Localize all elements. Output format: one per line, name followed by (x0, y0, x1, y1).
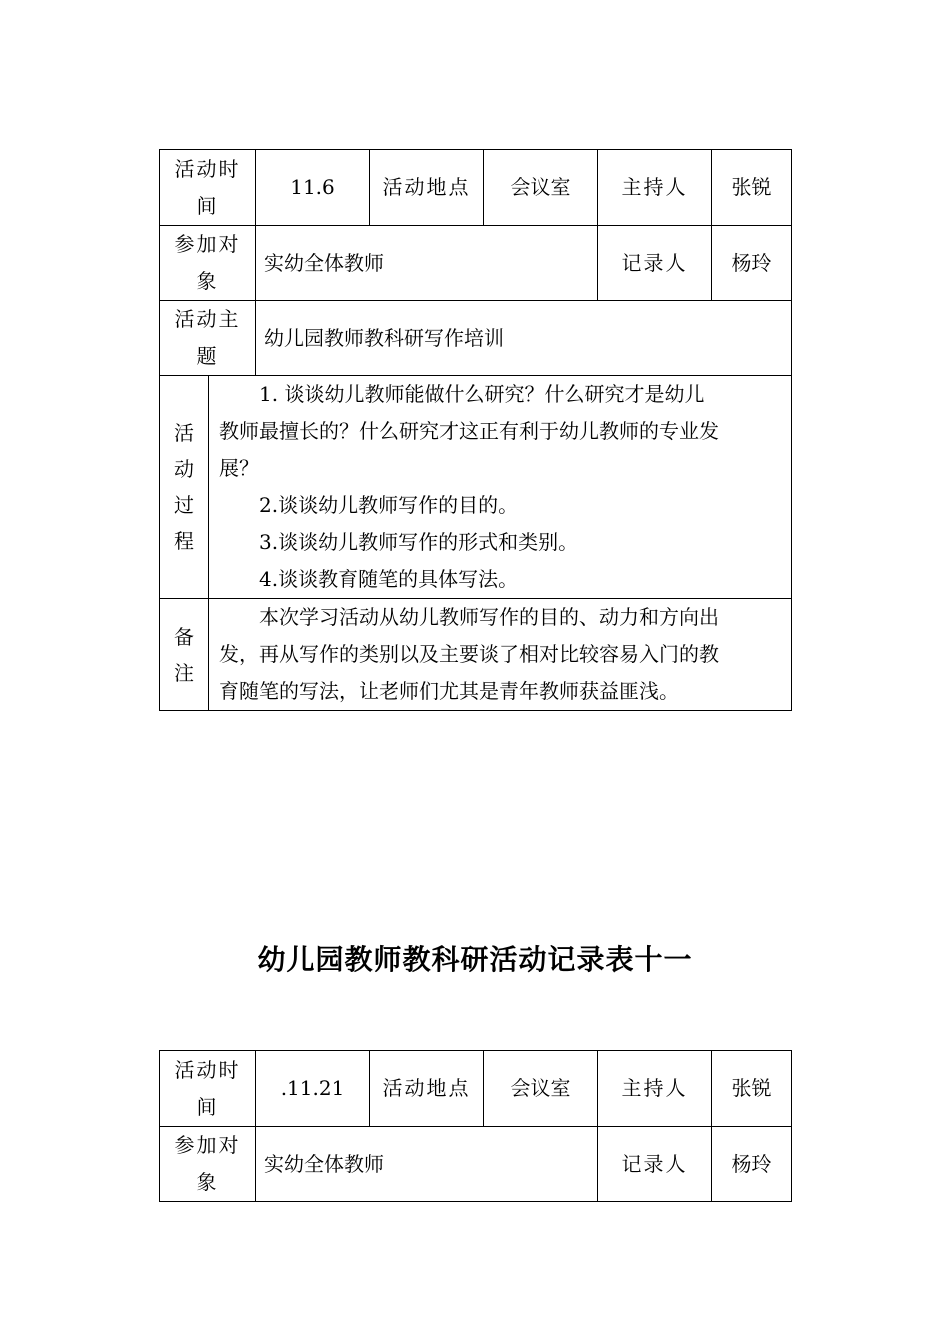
label-process-char4: 程 (174, 529, 194, 553)
process-line-2: 教师最擅长的？什么研究才这正有利于幼儿教师的专业发 (219, 419, 719, 443)
remark-line-2: 发，再从写作的类别以及主要谈了相对比较容易入门的教 (219, 642, 719, 666)
label-time (160, 1051, 256, 1127)
value-remark (209, 599, 792, 711)
row-participants (160, 1127, 792, 1202)
label-participants-line2: 象 (196, 1170, 219, 1194)
label-process-char3: 过 (174, 493, 194, 517)
record-table-2 (159, 1050, 792, 1202)
value-place: 会议室 (484, 1051, 598, 1127)
label-process-char1: 活 (174, 421, 194, 445)
label-participants-line1: 参加对 (174, 232, 241, 256)
label-topic-line2: 题 (196, 344, 219, 368)
label-time-line1: 活动时 (174, 156, 241, 181)
process-line-5: 3.谈谈幼儿教师写作的形式和类别。 (259, 530, 579, 554)
value-recorder: 杨玲 (712, 1127, 792, 1202)
label-participants (160, 1127, 256, 1202)
value-recorder: 杨玲 (712, 226, 792, 301)
label-topic (160, 301, 256, 376)
label-participants (160, 226, 256, 301)
label-process-char2: 动 (174, 457, 194, 481)
row-topic (160, 301, 792, 376)
label-place: 活动地点 (370, 150, 484, 226)
label-host: 主持人 (598, 1051, 712, 1127)
label-remark-char1: 备 (174, 624, 194, 649)
label-participants-line2: 象 (196, 269, 219, 293)
value-process (209, 376, 792, 599)
value-time: 11.6 (256, 150, 370, 226)
label-time (160, 150, 256, 226)
value-participants: 实幼全体教师 (256, 226, 598, 301)
process-line-4: 2.谈谈幼儿教师写作的目的。 (259, 493, 519, 517)
record-table-1 (159, 149, 792, 711)
row-time (160, 1051, 792, 1127)
remark-line-3: 育随笔的写法，让老师们尤其是青年教师获益匪浅。 (219, 679, 679, 703)
label-time-line2: 间 (196, 193, 219, 218)
value-participants: 实幼全体教师 (256, 1127, 598, 1202)
process-line-6: 4.谈谈教育随笔的具体写法。 (259, 567, 519, 591)
value-host: 张锐 (712, 1051, 792, 1127)
label-recorder: 记录人 (598, 1127, 712, 1202)
row-remark (160, 599, 792, 711)
label-participants-line1: 参加对 (174, 1133, 241, 1157)
row-process (160, 376, 792, 599)
label-place: 活动地点 (370, 1051, 484, 1127)
process-line-1: 1. 谈谈幼儿教师能做什么研究？什么研究才是幼儿 (259, 382, 705, 406)
label-remark-char2: 注 (174, 660, 194, 685)
value-time: .11.21 (256, 1051, 370, 1127)
label-host: 主持人 (598, 150, 712, 226)
page-title: 幼儿园教师教科研活动记录表十一 (257, 943, 693, 976)
value-host: 张锐 (712, 150, 792, 226)
label-time-line1: 活动时 (174, 1057, 241, 1082)
process-line-3: 展？ (219, 456, 259, 480)
value-topic: 幼儿园教师教科研写作培训 (256, 301, 792, 376)
row-participants (160, 226, 792, 301)
value-place: 会议室 (484, 150, 598, 226)
remark-line-1: 本次学习活动从幼儿教师写作的目的、动力和方向出 (259, 605, 719, 629)
label-recorder: 记录人 (598, 226, 712, 301)
label-remark (160, 599, 209, 711)
label-topic-line1: 活动主 (174, 307, 241, 331)
label-process (160, 376, 209, 599)
row-time (160, 150, 792, 226)
label-time-line2: 间 (196, 1094, 219, 1119)
